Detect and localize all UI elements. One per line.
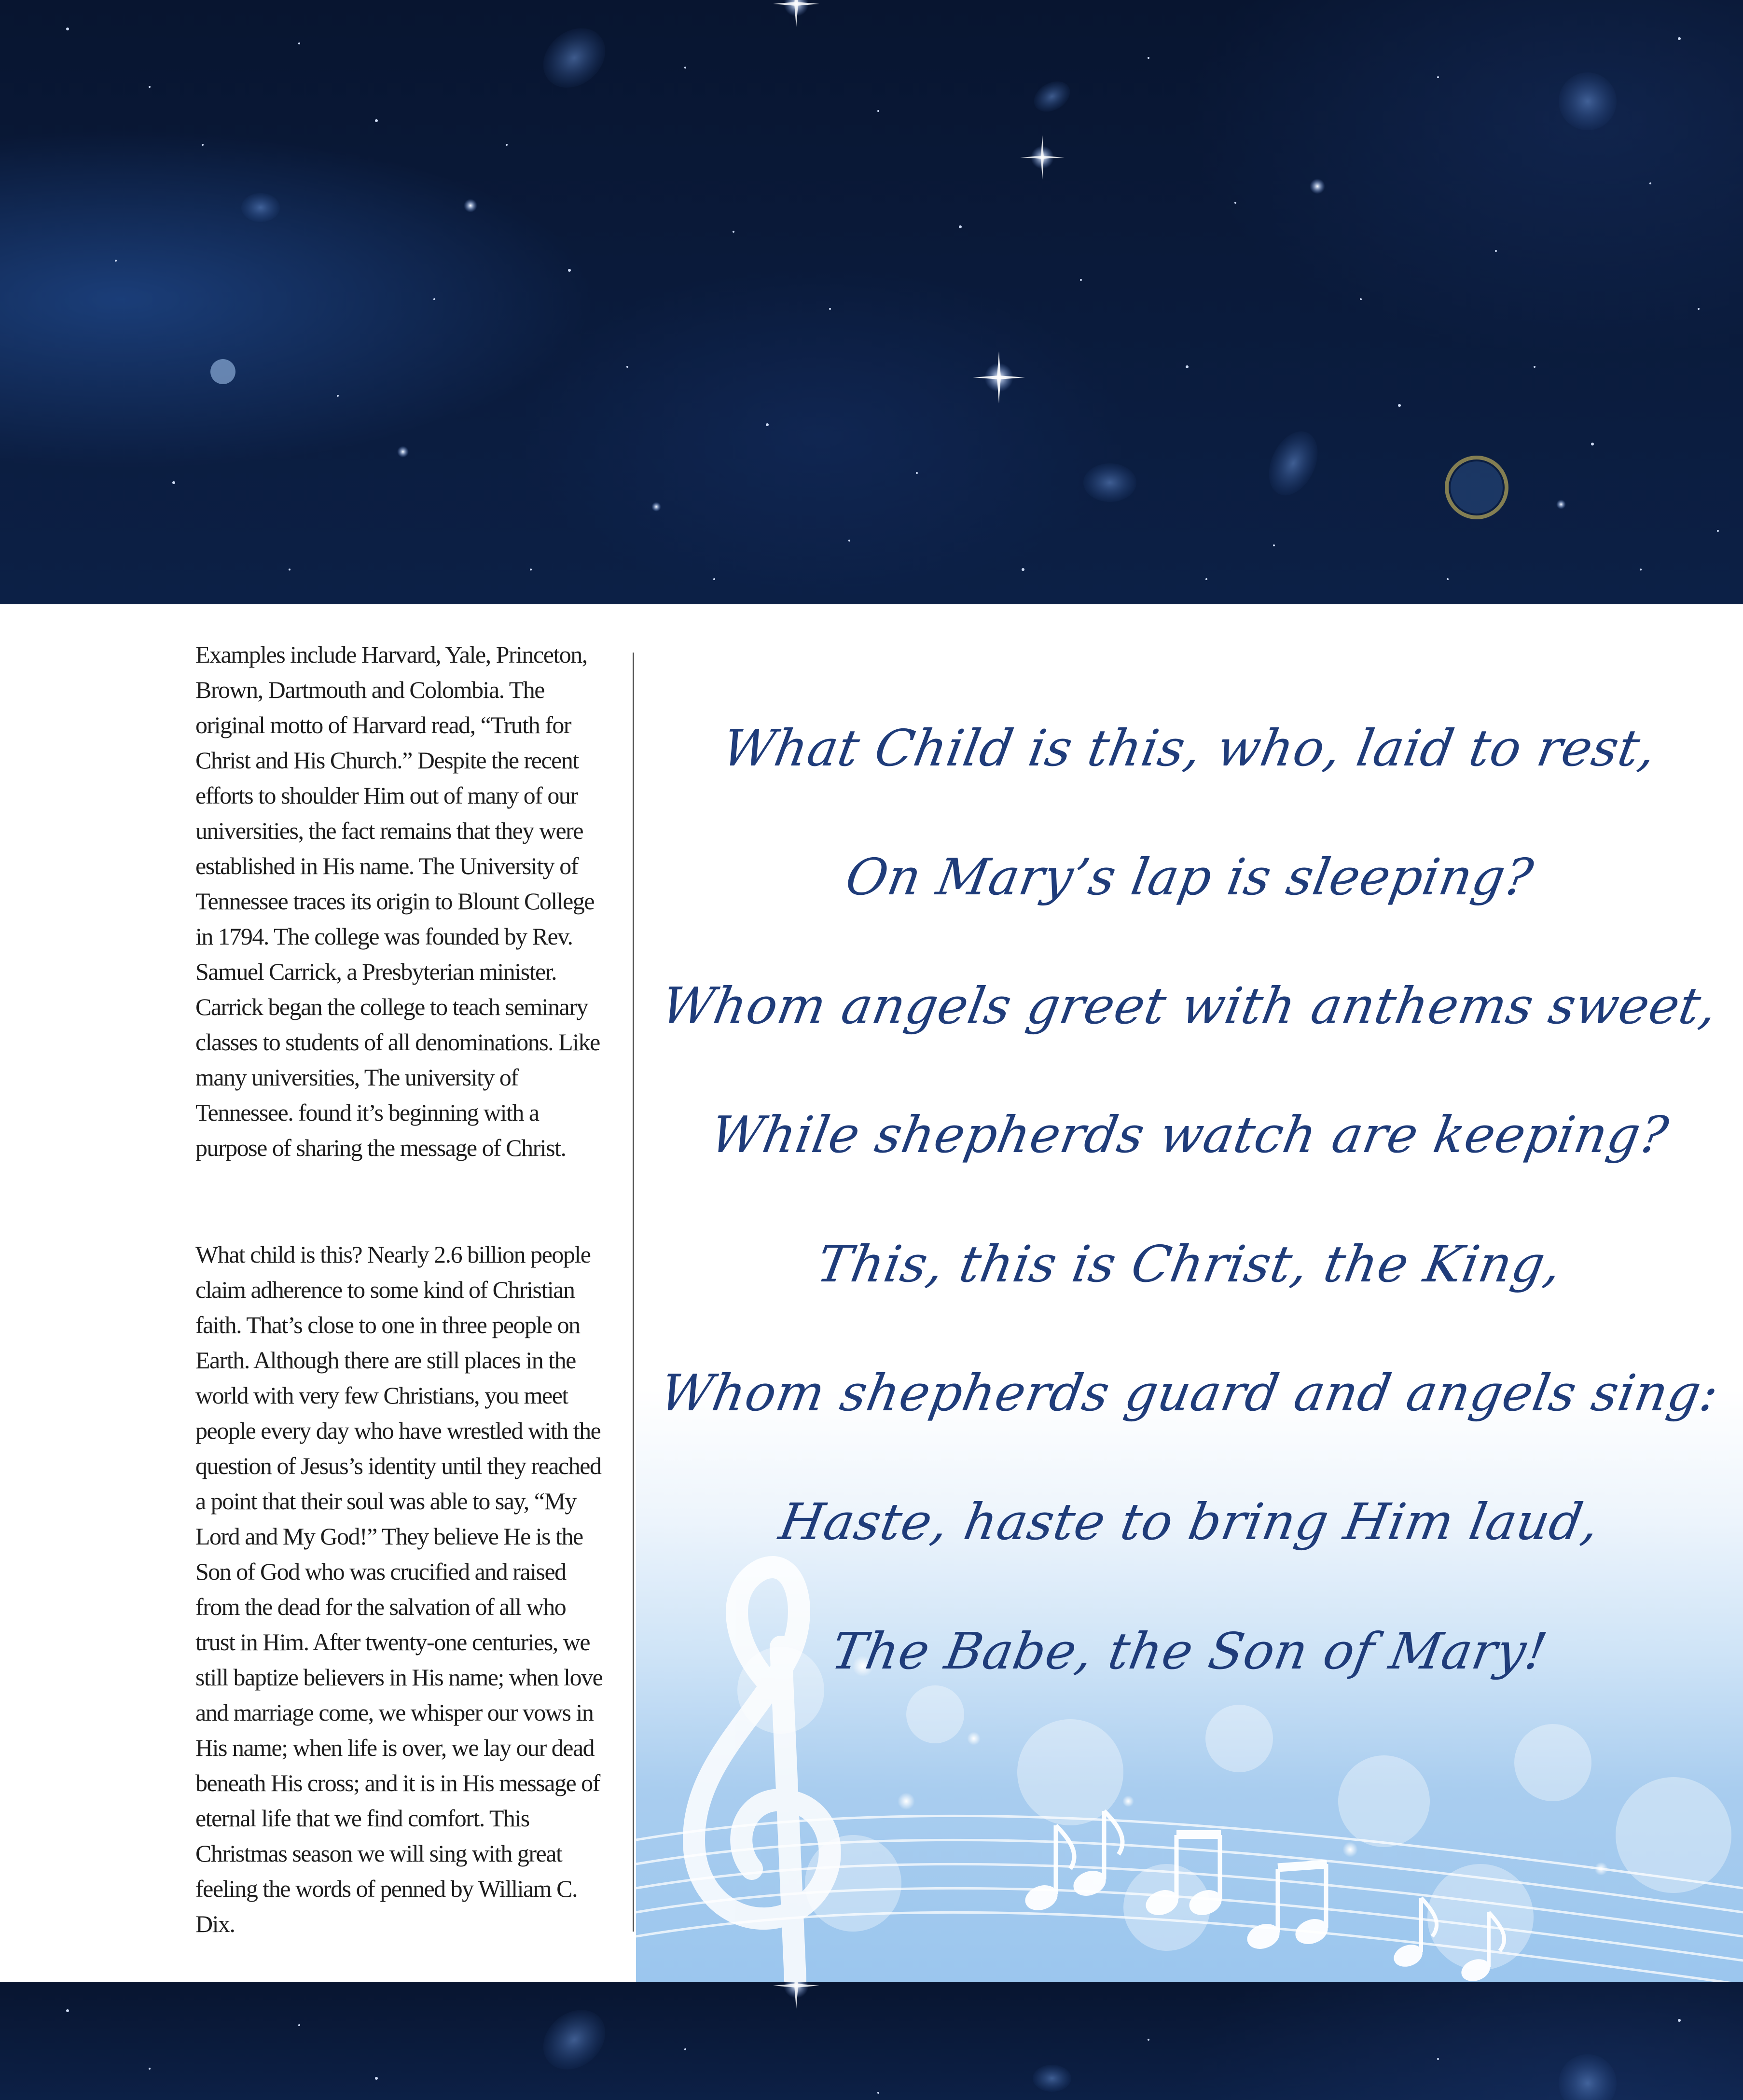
- article-paragraph: Examples include Harvard, Yale, Princeton, Brown, Dartmouth and Colombia. The original motto of Harvard read, “Truth for Christ and His Church.” Despite the recent efforts to shoulder Him out of many of our universities, the fact remains that they were established in His name. The University of Tennessee traces its origin to Blount College in 1794. The college was founded by Rev. Samuel Carrick, a Presbyterian minister. Carrick began the college to teach seminary classes to students of all denominations. Like many universities, The university of Tennessee. found it’s beginning with a purpose of sharing the message of Christ.: [195, 641, 600, 1161]
- article-body: [195, 637, 606, 1942]
- night-sky-banner-top: [0, 0, 1743, 604]
- hymn-line: On Mary’s lap is sleeping?: [841, 848, 1538, 906]
- article-paragraph: What child is this? Nearly 2.6 billion people claim adherence to some kind of Christian faith. That’s close to one in three people on Earth. Although there are still places in the world with very few Christians, you meet people every day who have wrestled with the question of Jesus’s identity until they reached a point that their soul was able to say, “My Lord and My God!” They believe He is the Son of God who was crucified and raised from the dead for the salvation of all who trust in Him. After twenty-one centuries, we still baptize believers in His name; when love and marriage come, we whisper our vows in His name; when life is over, we lay our dead beneath His cross; and it is in His message of eternal life that we find comfort. This Christmas season we will sing with great feeling the words of penned by William C. Dix.: [195, 1241, 603, 1937]
- bokeh-blob: [1083, 463, 1136, 502]
- bokeh-blob: [1559, 72, 1617, 130]
- bokeh-blob: [531, 16, 617, 100]
- starfield: [0, 1982, 1743, 2100]
- hymn-line: The Babe, the Son of Mary!: [827, 1622, 1552, 1681]
- hymn-line: This, this is Christ, the King,: [813, 1235, 1566, 1293]
- hymn-line: While shepherds watch are keeping?: [706, 1105, 1673, 1164]
- bokeh-blob: [1259, 424, 1328, 503]
- hymn-lyrics: [636, 604, 1743, 1982]
- hymn-line: Whom shepherds guard and angels sing:: [656, 1363, 1723, 1422]
- hymn-line: What Child is this, who, laid to rest,: [718, 719, 1661, 778]
- night-sky-banner-bottom: [0, 1982, 1743, 2100]
- bokeh-blob: [210, 359, 235, 384]
- bokeh-blob: [241, 193, 280, 222]
- hymn-line: Whom angels greet with anthems sweet,: [657, 976, 1722, 1035]
- hymn-panel: [636, 604, 1743, 1982]
- starfield: [0, 0, 1743, 604]
- bokeh-blob: [1028, 75, 1075, 118]
- column-divider: [633, 653, 634, 1932]
- hymn-line: Haste, haste to bring Him laud,: [775, 1492, 1604, 1551]
